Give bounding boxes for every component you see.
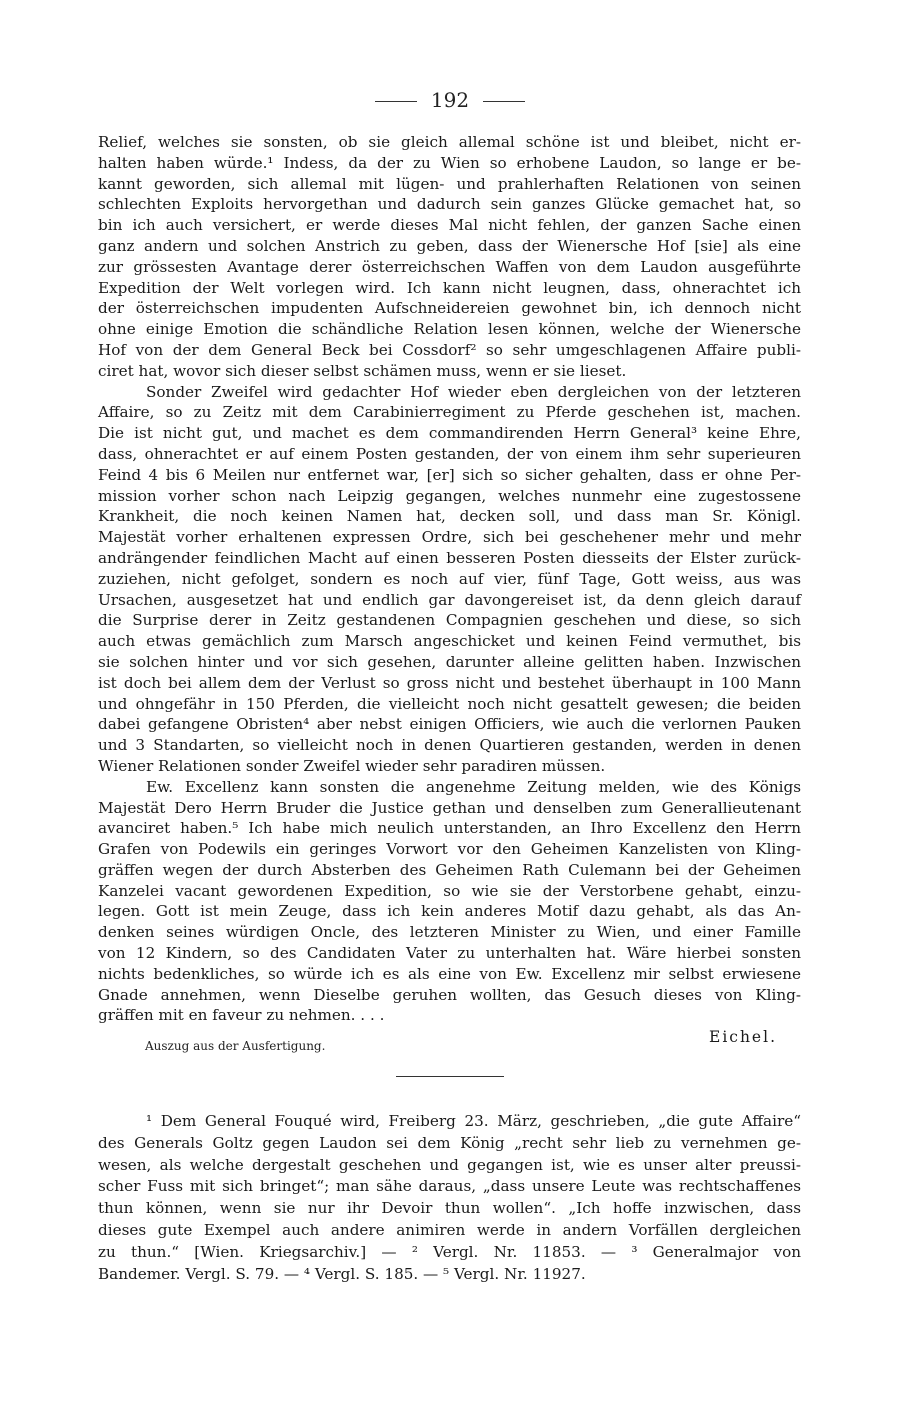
body-line: avanciret haben.⁵ Ich habe mich neulich unterstanden, an Ihro Excellenz den Herrn (98, 819, 801, 838)
page-number-text: 192 (430, 88, 470, 112)
body-line: der österreichschen impudenten Aufschneidereien gewohnet bin, ich dennoch nicht (98, 299, 801, 318)
letter-body (98, 132, 801, 1026)
body-line: und ohngefähr in 150 Pferden, die vielleicht noch nicht gesattelt gewesen; die beiden (98, 694, 801, 713)
footnote-line: dieses gute Exempel auch andere animiren werde in andern Vorfällen dergleichen (98, 1220, 801, 1239)
body-line: ciret hat, wovor sich dieser selbst schämen muss, wenn er sie lieset. (98, 361, 627, 380)
body-line: andrängender feindlichen Macht auf einen besseren Posten diesseits der Elster zurück- (98, 548, 801, 567)
body-line: Wiener Relationen sonder Zweifel wieder sehr paradiren müssen. (98, 756, 606, 775)
footnote-line: des Generals Goltz gegen Laudon sei dem König „recht sehr lieb zu vernehmen ge- (98, 1133, 801, 1152)
body-line: Sonder Zweifel wird gedachter Hof wieder eben dergleichen von der letzteren (146, 382, 801, 401)
body-line: halten haben würde.¹ Indess, da der zu Wien so erhobene Laudon, so lange er be- (98, 153, 801, 172)
body-line: gräffen wegen der durch Absterben des Geheimen Rath Culemann bei der Geheimen (98, 860, 801, 879)
body-line: mission vorher schon nach Leipzig gegangen, welches nunmehr eine zugestossene (98, 486, 801, 505)
body-line: die Surprise derer in Zeitz gestandenen Compagnien geschehen und diese, so sich (98, 611, 801, 630)
body-line: Ursachen, ausgesetzet hat und endlich gar davongereiset ist, da denn gleich darauf (98, 590, 801, 609)
body-line: Majestät vorher erhaltenen expressen Ordre, sich bei geschehener mehr und mehr (98, 528, 801, 547)
body-line: zuziehen, nicht gefolget, sondern es noch auf vier, fünf Tage, Gott weiss, aus was (98, 569, 801, 588)
body-line: denken seines würdigen Oncle, des letzteren Minister zu Wien, und einer Famille (98, 923, 801, 942)
page-number-dash-right (483, 101, 525, 102)
body-line: zur grössesten Avantage derer österreichschen Waffen von dem Laudon ausgeführte (98, 257, 801, 276)
body-line: Gnade annehmen, wenn Dieselbe geruhen wollten, das Gesuch dieses von Kling- (98, 985, 801, 1004)
body-line: Krankheit, die noch keinen Namen hat, decken soll, und dass man Sr. Königl. (98, 507, 801, 526)
body-line: schlechten Exploits hervorgethan und dadurch sein ganzes Glücke gemachet hat, so (98, 195, 801, 214)
body-line: kannt geworden, sich allemal mit lügen- und prahlerhaften Relationen von seinen (98, 174, 801, 193)
body-line: Expedition der Welt vorlegen wird. Ich kann nicht leugnen, dass, ohnerachtet ich (98, 278, 801, 297)
body-line: von 12 Kindern, so des Candidaten Vater zu unterhalten hat. Wäre hierbei sonsten (98, 944, 801, 963)
body-line: Ew. Excellenz kann sonsten die angenehme Zeitung melden, wie des Königs (146, 777, 801, 796)
body-line: bin ich auch versichert, er werde dieses Mal nicht fehlen, der ganzen Sache einen (98, 216, 801, 235)
footnote-line: Bandemer. Vergl. S. 79. — ⁴ Vergl. S. 185. — ⁵ Vergl. Nr. 11927. (98, 1264, 586, 1283)
body-line: Affaire, so zu Zeitz mit dem Carabinierregiment zu Pferde geschehen ist, machen. (98, 403, 801, 422)
page-number-dash-left (375, 101, 417, 102)
body-line: dass, ohnerachtet er auf einem Posten gestanden, der von einem ihm sehr superieuren (98, 444, 801, 463)
body-line: legen. Gott ist mein Zeuge, dass ich kein anderes Motif dazu gehabt, als das An- (98, 902, 801, 921)
footnote-line: thun können, wenn sie nur ihr Devoir thun wollen“. „Ich hoffe inzwischen, dass (98, 1199, 801, 1218)
body-line: gräffen mit en faveur zu nehmen. . . . (98, 1006, 385, 1025)
body-line: sie solchen hinter und vor sich gesehen, darunter alleine gelitten haben. Inzwischen (98, 652, 801, 671)
body-line: nichts bedenkliches, so würde ich es als eine von Ew. Excellenz mir selbst erwiesene (98, 964, 801, 983)
body-line: Feind 4 bis 6 Meilen nur entfernet war, [er] sich so sicher gehalten, dass er ohne Per- (98, 465, 801, 484)
body-line: Grafen von Podewils ein geringes Vorwort vor den Geheimen Kanzelisten von Kling- (98, 840, 801, 859)
footnote-line: scher Fuss mit sich bringet“; man sähe daraus, „dass unsere Leute was rechtschaffenes (98, 1177, 801, 1196)
page-number (0, 88, 900, 112)
footnote-line: zu thun.“ [Wien. Kriegsarchiv.] — ² Vergl. Nr. 11853. — ³ Generalmajor von (98, 1242, 801, 1261)
footnote-line: wesen, als welche dergestalt geschehen und gegangen ist, wie es unser alter preussi- (98, 1155, 801, 1174)
body-line: Hof von der dem General Beck bei Cossdorf² so sehr umgeschlagenen Affaire publi- (98, 340, 801, 359)
body-line: dabei gefangene Obristen⁴ aber nebst einigen Officiers, wie auch die verlornen Pauken (98, 715, 801, 734)
body-line: ganz andern und solchen Anstrich zu geben, dass der Wienersche Hof [sie] als eine (98, 236, 801, 255)
footnote-line: ¹ Dem General Fouqué wird, Freiberg 23. März, geschrieben, „die gute Affaire“ (146, 1112, 801, 1130)
body-line: auch etwas gemächlich zum Marsch angeschicket und keinen Feind vermuthet, bis (98, 632, 801, 651)
body-line: ist doch bei allem dem der Verlust so gross nicht und bestehet überhaupt in 100 Mann (98, 673, 801, 692)
body-line: Die ist nicht gut, und machet es dem commandirenden Herrn General³ keine Ehre, (98, 424, 801, 443)
body-line: Kanzelei vacant gewordenen Expedition, so wie sie der Verstorbene gehabt, einzu- (98, 881, 801, 900)
footnotes (98, 1111, 801, 1285)
body-line: und 3 Standarten, so vielleicht noch in denen Quartieren gestanden, werden in denen (98, 736, 801, 755)
footnote-divider (396, 1076, 504, 1077)
body-line: ohne einige Emotion die schändliche Relation lesen können, welche der Wienersche (98, 320, 801, 339)
body-line: Relief, welches sie sonsten, ob sie gleich allemal schöne ist und bleibet, nicht er- (98, 133, 801, 151)
source-note: Auszug aus der Ausfertigung. (145, 1039, 326, 1053)
signature: Eichel. (709, 1028, 777, 1046)
body-line: Majestät Dero Herrn Bruder die Justice gethan und denselben zum Generallieutenant (98, 798, 801, 817)
